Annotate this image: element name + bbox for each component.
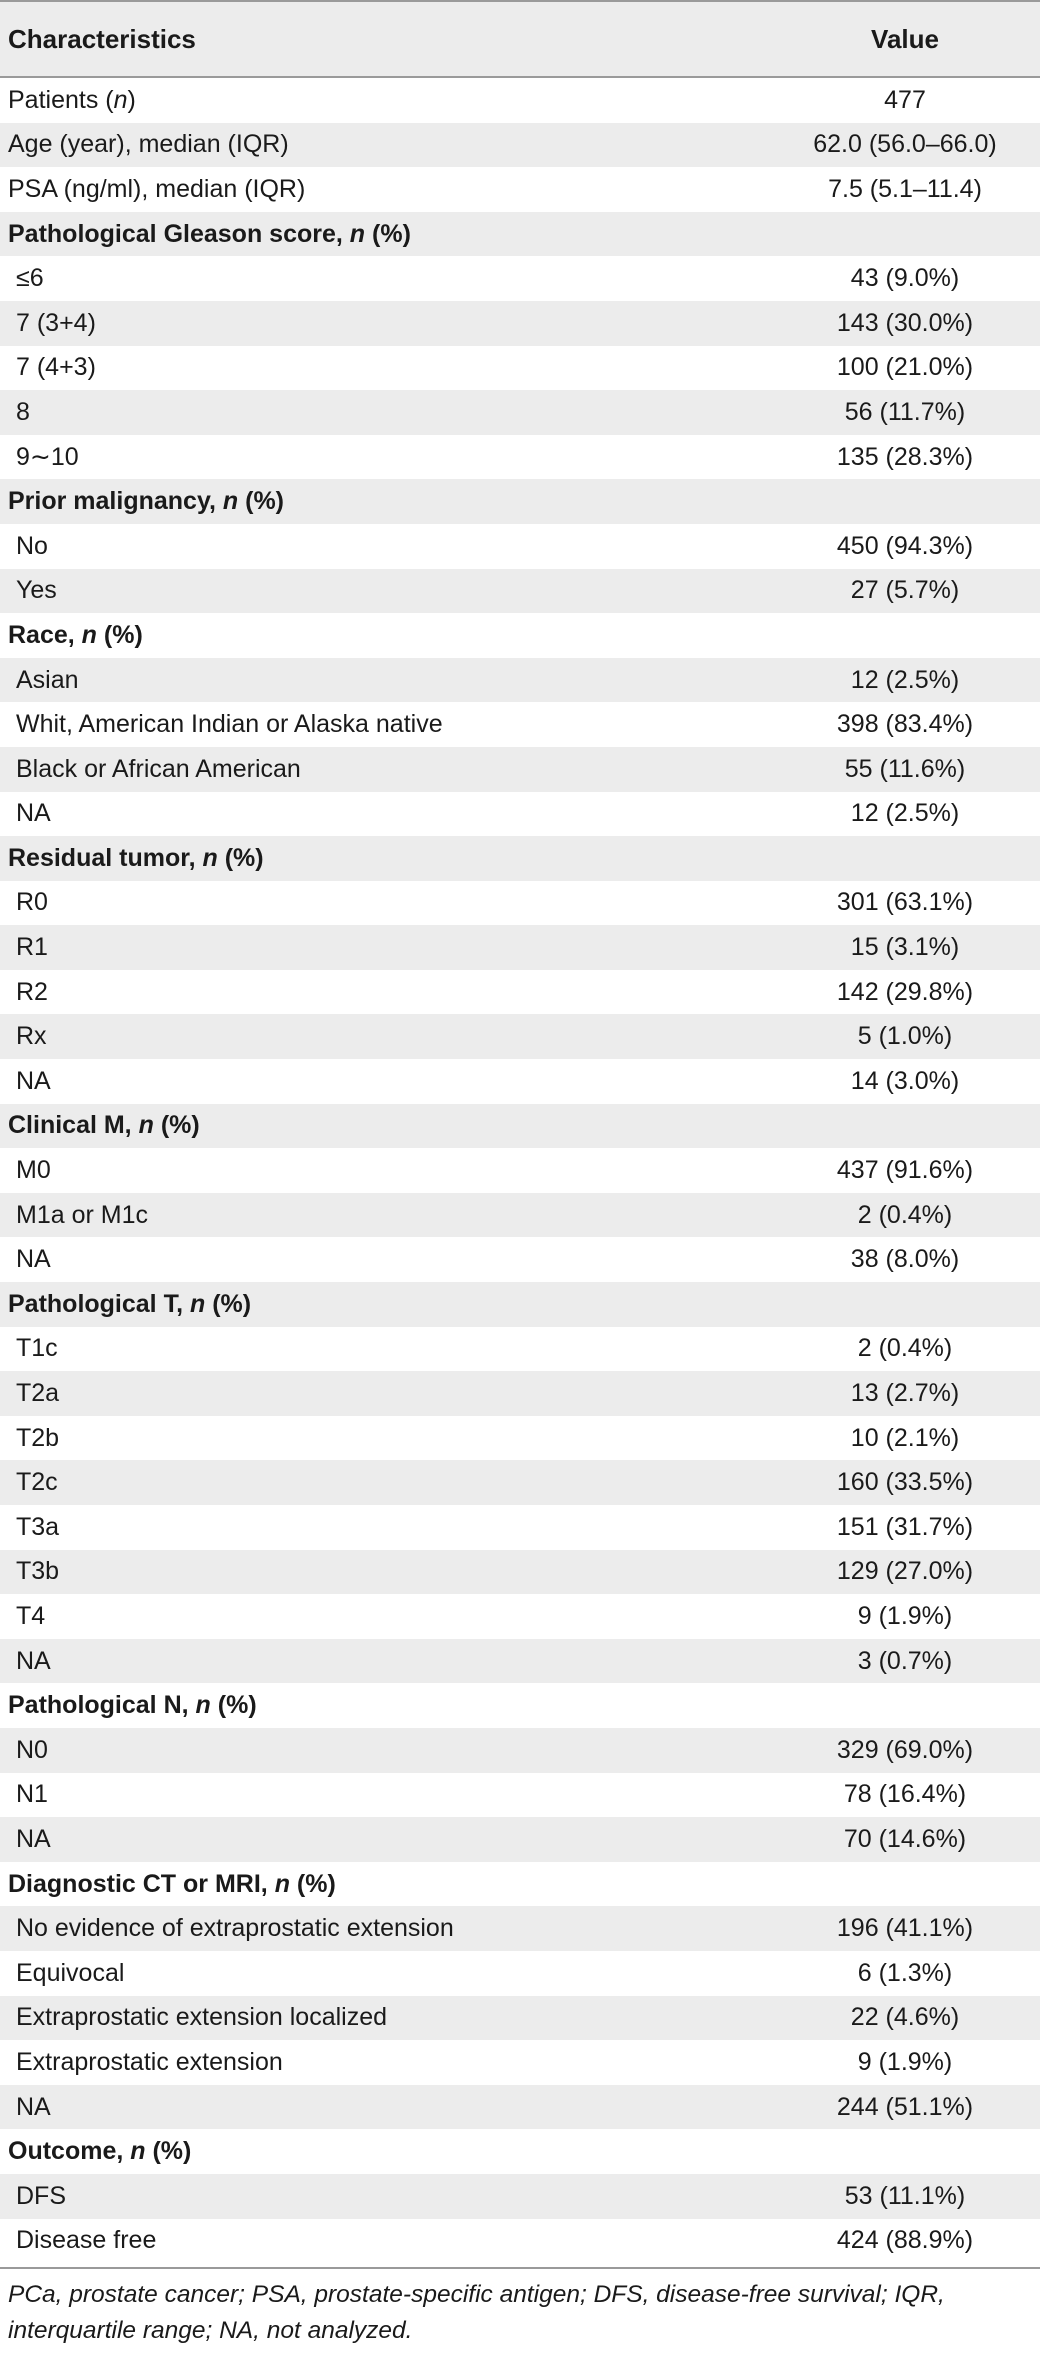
row-label (0, 1914, 770, 1943)
label-text: R0 (16, 888, 48, 917)
table-row (0, 569, 1040, 614)
label-text: Extraprostatic extension localized (16, 2003, 388, 2032)
table-row (0, 1193, 1040, 1238)
label-text: 7 (4+3) (16, 353, 96, 382)
label-text: T3a (16, 1512, 60, 1541)
row-value: 38 (8.0%) (850, 1245, 960, 1274)
label-text: No (16, 531, 48, 560)
row-label (0, 1201, 770, 1230)
label-suffix: (%) (365, 219, 411, 248)
label-text: Patients ( (8, 85, 114, 114)
row-value: 12 (2.5%) (850, 665, 960, 694)
table-row (0, 1728, 1040, 1773)
header-characteristics: Characteristics (8, 23, 196, 54)
label-italic: n (195, 1691, 211, 1720)
label-text: 9∼10 (16, 443, 79, 472)
row-label (0, 1736, 770, 1765)
row-label (0, 1780, 770, 1809)
label-italic: n (130, 2137, 146, 2166)
section-header-row (0, 1282, 1040, 1327)
table-header (0, 0, 1040, 78)
table-row (0, 2174, 1040, 2219)
table-row (0, 2219, 1040, 2264)
label-text: NA (16, 2092, 51, 2121)
label-text: Residual tumor, (8, 843, 203, 872)
table-row (0, 390, 1040, 435)
row-value: 329 (69.0%) (836, 1735, 974, 1764)
label-text: DFS (16, 2181, 66, 2210)
table-row (0, 167, 1040, 212)
row-value: 62.0 (56.0–66.0) (813, 130, 997, 159)
label-text: N1 (16, 1780, 48, 1809)
table-row (0, 658, 1040, 703)
label-text: No evidence of extraprostatic extension (16, 1914, 454, 1943)
section-label (0, 621, 770, 650)
label-text: Black or African American (16, 754, 301, 783)
label-text: Extraprostatic extension (16, 2047, 283, 2076)
row-value: 3 (0.7%) (857, 1646, 953, 1675)
table-row (0, 1817, 1040, 1862)
row-value: 78 (16.4%) (843, 1780, 967, 1809)
row-label (0, 1825, 770, 1854)
label-text: T2b (16, 1423, 60, 1452)
label-text: T2c (16, 1468, 58, 1497)
table-row (0, 1460, 1040, 1505)
row-label (0, 978, 770, 1007)
row-value: 437 (91.6%) (836, 1156, 974, 1185)
row-value: 14 (3.0%) (850, 1066, 960, 1095)
row-label (0, 442, 770, 472)
section-label (0, 2137, 770, 2166)
section-label (0, 1111, 770, 1140)
row-label (0, 353, 770, 382)
table-row (0, 256, 1040, 301)
table-row (0, 1237, 1040, 1282)
row-value: 27 (5.7%) (850, 576, 960, 605)
section-label (0, 1691, 770, 1720)
label-text: Disease free (16, 2226, 157, 2255)
row-label (0, 130, 770, 159)
row-label (0, 1959, 770, 1988)
label-text: Outcome, (8, 2137, 131, 2166)
row-label (0, 710, 770, 739)
row-value: 160 (33.5%) (836, 1468, 974, 1497)
table-row (0, 1505, 1040, 1550)
label-text: NA (16, 1245, 51, 1274)
header-value: Value (871, 23, 939, 54)
table-row (0, 2040, 1040, 2085)
row-value: 196 (41.1%) (836, 1914, 974, 1943)
row-label (0, 175, 770, 204)
row-label (0, 1156, 770, 1185)
row-value: 151 (31.7%) (836, 1512, 974, 1541)
row-label (0, 1067, 770, 1096)
table-row (0, 970, 1040, 1015)
label-italic: n (349, 219, 366, 248)
row-label (0, 576, 770, 605)
table-row (0, 747, 1040, 792)
label-suffix: (%) (153, 1111, 200, 1140)
label-text: NA (16, 1066, 51, 1095)
row-value: 7.5 (5.1–11.4) (828, 174, 982, 203)
label-text: M0 (16, 1156, 51, 1185)
label-italic: n (189, 1289, 206, 1318)
row-value: 301 (63.1%) (836, 888, 974, 917)
label-text: PSA (ng/ml), median (IQR) (8, 174, 306, 203)
table-row (0, 78, 1040, 123)
label-text: M1a or M1c (16, 1200, 148, 1229)
row-label (0, 1513, 770, 1542)
row-label (0, 933, 770, 962)
table-row (0, 1014, 1040, 1059)
row-label (0, 2182, 770, 2211)
row-value: 12 (2.5%) (850, 799, 960, 828)
label-text: Pathological Gleason score, (8, 219, 350, 248)
table-row (0, 123, 1040, 168)
label-italic: n (113, 85, 128, 114)
section-label (0, 487, 770, 516)
table-row (0, 1639, 1040, 1684)
row-value: 9 (1.9%) (857, 2047, 953, 2076)
row-value: 129 (27.0%) (836, 1557, 974, 1586)
row-value: 13 (2.7%) (850, 1379, 960, 1408)
label-text: Race, (8, 620, 82, 649)
row-label (0, 398, 770, 427)
label-text: Equivocal (16, 1958, 125, 1987)
table-row (0, 1371, 1040, 1416)
label-text: Pathological T, (8, 1289, 190, 1318)
row-label (0, 1602, 770, 1631)
table-row (0, 1594, 1040, 1639)
table-row (0, 1550, 1040, 1595)
section-header-row (0, 613, 1040, 658)
label-text: NA (16, 799, 51, 828)
label-text: Clinical M, (8, 1111, 139, 1140)
table-row (0, 1996, 1040, 2041)
label-suffix: (%) (238, 487, 284, 516)
row-value: 10 (2.1%) (850, 1423, 960, 1452)
row-label (0, 2226, 770, 2255)
label-text: 7 (3+4) (16, 308, 96, 337)
row-label (0, 799, 770, 828)
row-label (0, 1468, 770, 1497)
label-suffix: (%) (210, 1691, 257, 1720)
section-header-row (0, 836, 1040, 881)
label-text: T3b (16, 1557, 60, 1586)
row-value: 477 (884, 85, 926, 114)
row-label (0, 264, 770, 293)
label-text: T4 (16, 1601, 46, 1630)
row-value: 244 (51.1%) (836, 2092, 974, 2121)
row-value: 15 (3.1%) (850, 933, 960, 962)
row-value: 70 (14.6%) (843, 1824, 967, 1853)
row-label (0, 888, 770, 917)
label-italic: n (138, 1111, 154, 1140)
row-label (0, 532, 770, 561)
label-suffix: (%) (96, 620, 143, 649)
label-text: ≤6 (16, 264, 44, 293)
section-header-row (0, 1862, 1040, 1907)
row-label (0, 1557, 770, 1586)
section-header-row (0, 2129, 1040, 2174)
row-label (0, 1334, 770, 1363)
section-header-row (0, 1104, 1040, 1149)
table-row (0, 301, 1040, 346)
label-text: N0 (16, 1735, 48, 1764)
label-text: 8 (16, 397, 30, 426)
table-body (0, 78, 1040, 2263)
label-text: Diagnostic CT or MRI, (8, 1869, 275, 1898)
label-text: Asian (16, 665, 79, 694)
label-text: Prior malignancy, (8, 487, 223, 516)
label-text: NA (16, 1646, 51, 1675)
row-label (0, 666, 770, 695)
table-row (0, 1773, 1040, 1818)
row-value: 22 (4.6%) (850, 2003, 960, 2032)
label-text: T2a (16, 1379, 60, 1408)
row-value: 53 (11.1%) (844, 2181, 966, 2210)
label-italic: n (81, 620, 97, 649)
row-label (0, 755, 770, 784)
row-value: 143 (30.0%) (836, 308, 974, 337)
table-row (0, 435, 1040, 480)
section-label (0, 1870, 770, 1899)
label-italic: n (274, 1869, 290, 1898)
label-text: Pathological N, (8, 1691, 196, 1720)
row-label (0, 309, 770, 338)
table-row (0, 1327, 1040, 1372)
label-suffix: ) (127, 85, 136, 114)
row-label (0, 2003, 770, 2032)
section-header-row (0, 479, 1040, 524)
label-suffix: (%) (217, 843, 264, 872)
label-suffix: (%) (145, 2137, 192, 2166)
row-value: 100 (21.0%) (836, 353, 974, 382)
label-text: NA (16, 1824, 51, 1853)
label-text: Rx (16, 1022, 47, 1051)
table-row (0, 2085, 1040, 2130)
row-label (0, 86, 770, 115)
label-suffix: (%) (205, 1289, 252, 1318)
section-label (0, 844, 770, 873)
section-header-row (0, 1683, 1040, 1728)
table-footnote: PCa, prostate cancer; PSA, prostate-specific antigen; DFS, disease-free survival; IQR, interquartile range; NA, not analyzed. (8, 2281, 945, 2345)
row-label (0, 1022, 770, 1051)
table-row (0, 792, 1040, 837)
row-label (0, 1245, 770, 1274)
label-text: R1 (16, 933, 48, 962)
row-value: 5 (1.0%) (857, 1022, 953, 1051)
table-row (0, 1059, 1040, 1104)
row-value: 2 (0.4%) (857, 1334, 953, 1363)
table-row (0, 925, 1040, 970)
table-row (0, 1416, 1040, 1461)
row-value: 398 (83.4%) (836, 710, 974, 739)
table-row (0, 1906, 1040, 1951)
row-value: 135 (28.3%) (836, 442, 974, 471)
row-value: 450 (94.3%) (836, 531, 974, 560)
row-value: 424 (88.9%) (836, 2226, 974, 2255)
table-row (0, 881, 1040, 926)
label-text: Whit, American Indian or Alaska native (16, 710, 443, 739)
table-row (0, 346, 1040, 391)
label-text: R2 (16, 977, 48, 1006)
label-italic: n (202, 843, 218, 872)
table-row (0, 1148, 1040, 1193)
row-label (0, 2048, 770, 2077)
row-label (0, 1647, 770, 1676)
section-header-row (0, 212, 1040, 257)
row-value: 9 (1.9%) (857, 1601, 953, 1630)
row-label (0, 1379, 770, 1408)
row-value: 43 (9.0%) (850, 264, 960, 293)
label-italic: n (222, 487, 239, 516)
row-value: 142 (29.8%) (836, 977, 974, 1006)
row-value: 55 (11.6%) (844, 754, 966, 783)
label-text: Age (year), median (IQR) (8, 130, 289, 159)
label-text: T1c (16, 1334, 58, 1363)
row-label (0, 1424, 770, 1453)
row-label (0, 2093, 770, 2122)
label-suffix: (%) (289, 1869, 336, 1898)
row-value: 6 (1.3%) (857, 1958, 953, 1987)
row-value: 2 (0.4%) (857, 1200, 953, 1229)
row-value: 56 (11.7%) (844, 397, 966, 426)
label-text: Yes (16, 576, 57, 605)
table-row (0, 702, 1040, 747)
section-label (0, 220, 770, 249)
section-label (0, 1290, 770, 1319)
table-row (0, 524, 1040, 569)
table-row (0, 1951, 1040, 1996)
